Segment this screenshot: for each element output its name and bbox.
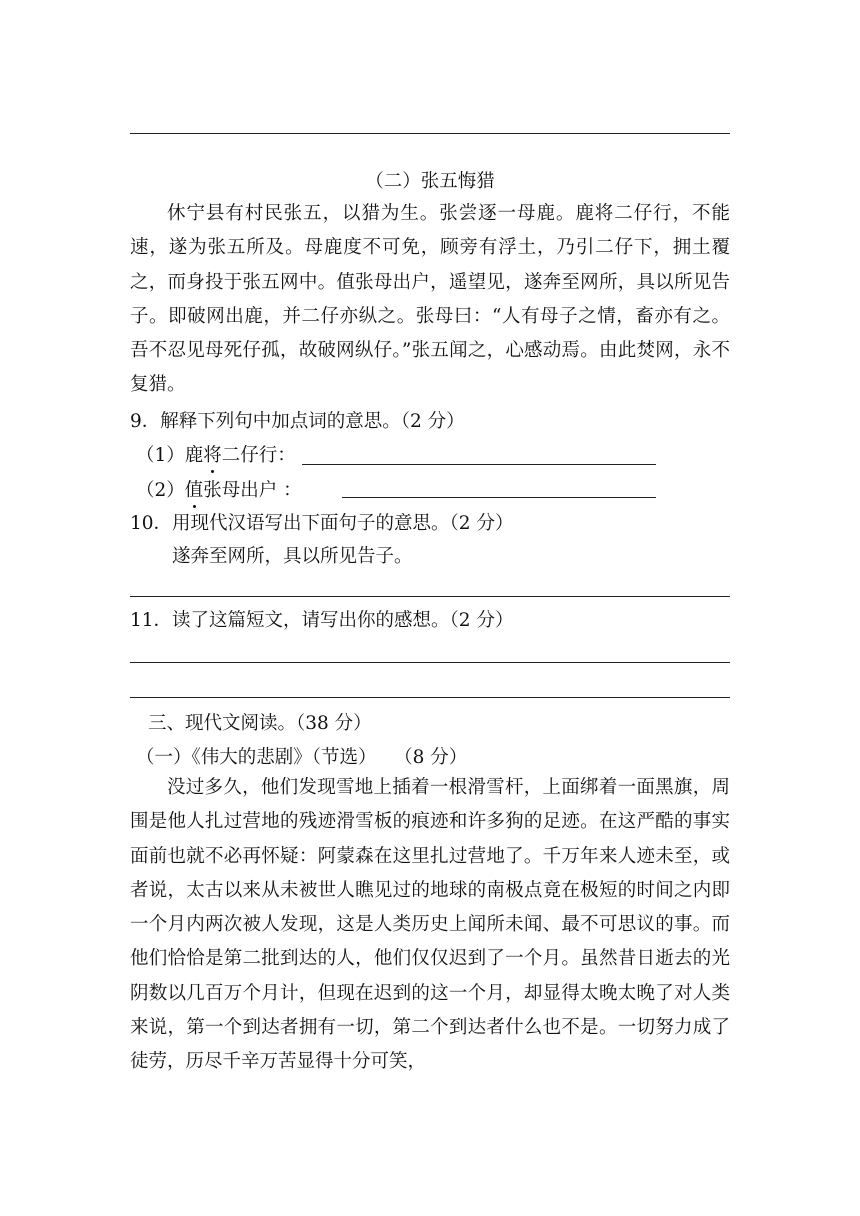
classical-passage-text: 休宁县有村民张五，以猎为生。张尝逐一母鹿。鹿将二仔行，不能速，遂为张五所及。母鹿度不可免，顾旁有浮土，乃引二仔下，拥土覆之，而身投于张五网中。值张母出户，遥望见，遂奔至网所，具以所见告子。即破网出鹿，并二仔亦纵之。张母曰：“人有母子之情，畜亦有之。吾不忍见母死仔孤，故破网纵仔。”张五闻之，心感动焉。由此焚网，永不复猎。 — [130, 203, 730, 396]
section-3-heading: 三、现代文阅读。（38 分） — [148, 713, 372, 734]
answer-line-10[interactable] — [130, 596, 730, 597]
section-3-subheading: （一）《伟大的悲剧》（节选） （8 分） — [136, 747, 468, 768]
section-title: （二）张五悔猎 — [365, 171, 495, 192]
item-2-after: 张母出户 ： — [203, 480, 302, 501]
top-rule — [130, 133, 730, 134]
answer-line-11-b[interactable] — [130, 697, 730, 698]
item-1-before: （1）鹿 — [136, 445, 204, 466]
answer-line-11-a[interactable] — [130, 662, 730, 663]
question-10-sentence: 遂奔至网所，具以所见告子。 — [172, 546, 413, 567]
question-10-prompt: 10．用现代汉语写出下面句子的意思。（2 分） — [130, 513, 514, 534]
question-11-prompt: 11．读了这篇短文，请写出你的感想。（2 分） — [130, 610, 514, 631]
question-9-prompt: 9．解释下列句中加点词的意思。（2 分） — [130, 411, 465, 432]
question-9-item-2 — [136, 479, 302, 503]
modern-passage — [130, 771, 730, 1080]
item-1-after: 二仔行： — [221, 445, 296, 466]
question-9-item-1 — [136, 444, 296, 468]
modern-passage-text: 没过多久，他们发现雪地上插着一根滑雪杆，上面绑着一面黑旗，周围是他人扎过营地的残迹滑雪板的痕迹和许多狗的足迹。在这严酷的事实面前也就不必再怀疑：阿蒙森在这里扎过营地了。千万年来人迹未至，或者说，太古以来从未被世人瞧见过的地球的南极点竟在极短的时间之内即一个月内两次被人发现，这是人类历史上闻所未闻、最不可思议的事。而他们恰恰是第二批到达的人，他们仅仅迟到了一个月。虽然昔日逝去的光阴数以几百万个月计，但现在迟到的这一个月，却显得太晚太晚了对人类来说，第一个到达者拥有一切，第二个到达者什么也不是。一切努力成了徒劳，历尽千辛万苦显得十分可笑， — [130, 777, 730, 1073]
answer-blank-9-1[interactable] — [302, 464, 656, 465]
item-2-before: （2） — [136, 480, 185, 501]
classical-passage — [130, 197, 730, 403]
dotted-word-jiang: 将 — [203, 445, 222, 466]
dotted-word-zhi: 值 — [184, 480, 204, 501]
answer-blank-9-2[interactable] — [342, 497, 656, 498]
